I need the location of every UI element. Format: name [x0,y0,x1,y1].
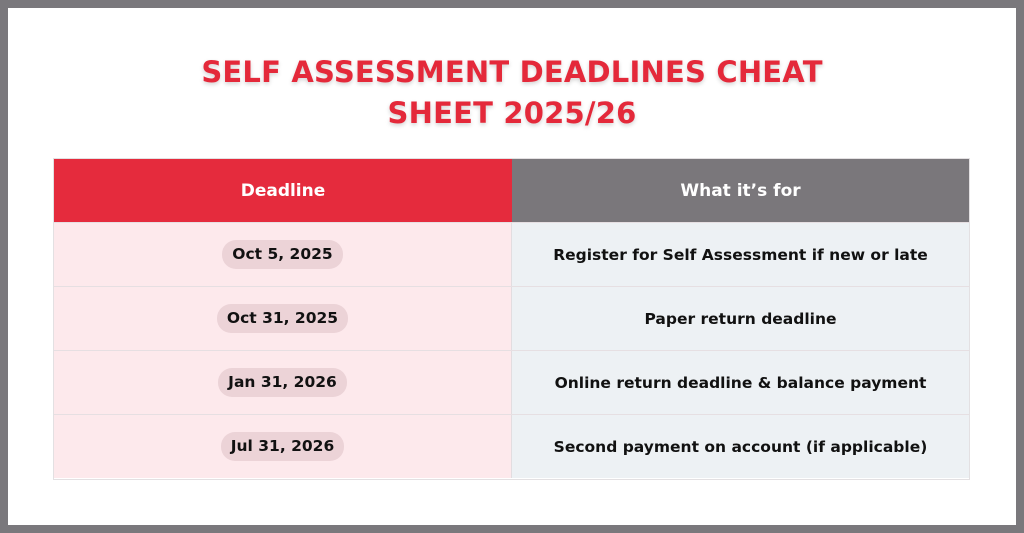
table-header-row [54,159,969,222]
column-header-deadline: Deadline [54,159,512,222]
deadline-badge: Jan 31, 2026 [218,368,347,397]
page-title [8,52,1016,134]
purpose-cell: Paper return deadline [512,287,969,350]
table-row [54,222,969,286]
deadline-cell [54,223,512,286]
title-line-1: SELF ASSESSMENT DEADLINES CHEAT [201,55,823,89]
table-row [54,414,969,478]
cheat-sheet-card [8,8,1016,525]
purpose-cell: Online return deadline & balance payment [512,351,969,414]
title-line-2: SHEET 2025/26 [387,96,637,130]
table-row [54,350,969,414]
deadline-cell [54,287,512,350]
deadline-badge: Oct 5, 2025 [222,240,342,269]
deadlines-table [53,158,970,480]
deadline-cell [54,351,512,414]
purpose-cell: Register for Self Assessment if new or late [512,223,969,286]
deadline-badge: Oct 31, 2025 [217,304,348,333]
deadline-cell [54,415,512,478]
deadline-badge: Jul 31, 2026 [221,432,345,461]
purpose-cell: Second payment on account (if applicable) [512,415,969,478]
table-row [54,286,969,350]
column-header-purpose: What it’s for [512,159,969,222]
